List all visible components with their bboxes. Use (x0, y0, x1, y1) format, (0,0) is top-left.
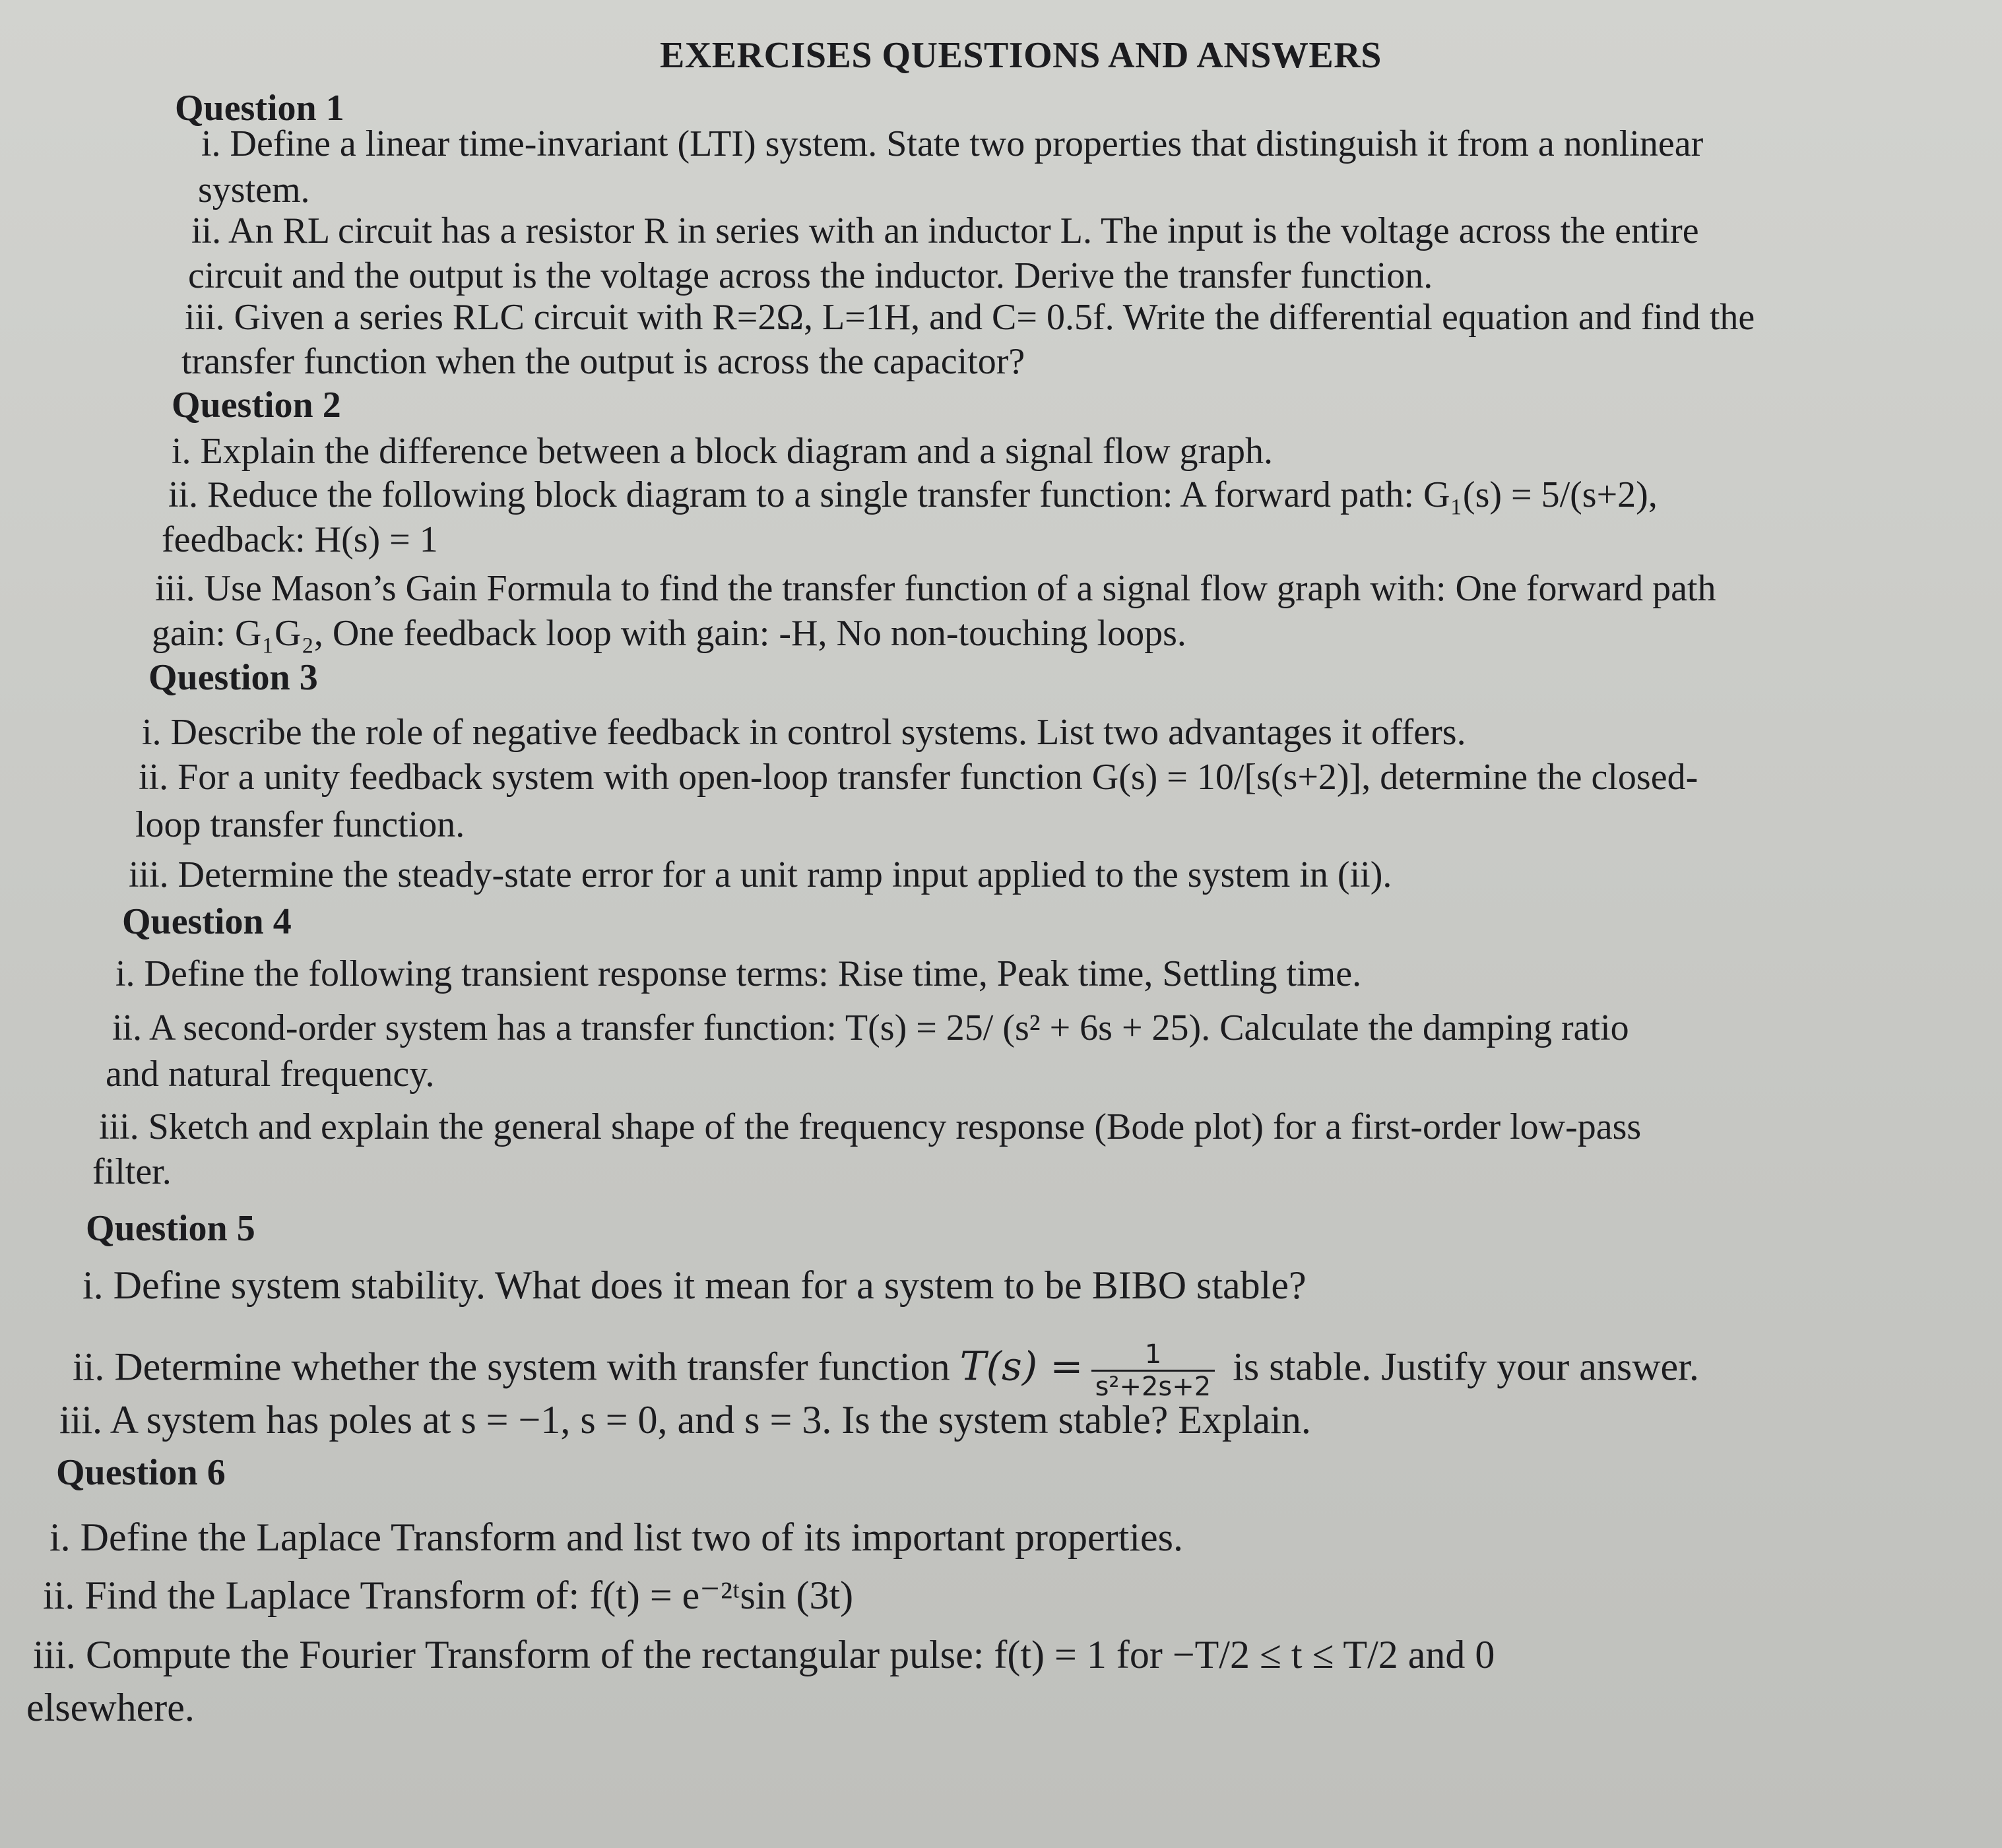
q6-line: elsewhere. (26, 1686, 195, 1729)
q1-line: circuit and the output is the voltage across the inductor. Derive the transfer function. (188, 255, 1433, 296)
q1-line: iii. Given a series RLC circuit with R=2Ω, L=1H, and C= 0.5f. Write the differential equation and find the (185, 297, 1755, 338)
q1-line: transfer function when the output is across the capacitor? (181, 341, 1025, 382)
q2-line: i. Explain the difference between a block diagram and a signal flow graph. (172, 431, 1274, 472)
q5-line-suffix: is stable. Justify your answer. (1223, 1345, 1699, 1389)
q2-line: iii. Use Mason’s Gain Formula to find the transfer function of a signal flow graph with: One forward path (155, 568, 1716, 609)
question-3-heading: Question 3 (148, 657, 318, 698)
q3-line: i. Describe the role of negative feedback in control systems. List two advantages it offers. (142, 712, 1466, 753)
q6-line: ii. Find the Laplace Transform of: f(t) = e⁻²ᵗsin (3t) (43, 1574, 854, 1617)
q3-line: ii. For a unity feedback system with open-loop transfer function G(s) = 10/[s(s+2)], determine the closed- (139, 757, 1698, 798)
page-title: EXERCISES QUESTIONS AND ANSWERS (660, 35, 1382, 76)
q5-function-lhs: T(s) = (959, 1343, 1083, 1390)
q4-line: filter. (92, 1151, 172, 1192)
q2-line: ii. Reduce the following block diagram to a single transfer function: A forward path: G₁(s) = 5/(s+2), (168, 474, 1658, 515)
q1-line: ii. An RL circuit has a resistor R in series with an inductor L. The input is the voltage across the entire (191, 210, 1699, 251)
question-5-heading: Question 5 (86, 1208, 255, 1249)
q6-line: i. Define the Laplace Transform and list two of its important properties. (49, 1515, 1183, 1559)
q4-line: i. Define the following transient response terms: Rise time, Peak time, Settling time. (115, 953, 1362, 994)
q1-line: i. Define a linear time-invariant (LTI) system. State two properties that distinguish it from a nonlinear (201, 123, 1704, 164)
q5-line-prefix: ii. Determine whether the system with transfer function (73, 1345, 960, 1389)
q3-line: loop transfer function. (135, 804, 465, 845)
q5-line: i. Define system stability. What does it mean for a system to be BIBO stable? (82, 1263, 1307, 1307)
q4-line: ii. A second-order system has a transfer function: T(s) = 25/ (s² + 6s + 25). Calculate the damping ratio (112, 1007, 1629, 1048)
question-4-heading: Question 4 (122, 901, 292, 942)
q4-line: and natural frequency. (106, 1054, 435, 1095)
q2-line: gain: G₁G₂, One feedback loop with gain: -H, No non-touching loops. (152, 613, 1186, 654)
q5-fraction (1091, 1339, 1215, 1402)
q5-fraction-numerator: 1 (1091, 1339, 1215, 1372)
question-1-heading: Question 1 (175, 88, 344, 129)
q2-line: feedback: H(s) = 1 (162, 519, 438, 560)
q4-line: iii. Sketch and explain the general shape of the frequency response (Bode plot) for a first-order low-pass (99, 1106, 1642, 1147)
q5-fraction-denominator: s²+2s+2 (1095, 1372, 1211, 1402)
question-2-heading: Question 2 (172, 385, 341, 426)
q5-line-with-fraction (73, 1339, 1699, 1402)
question-6-heading: Question 6 (56, 1452, 226, 1493)
q3-line: iii. Determine the steady-state error for a unit ramp input applied to the system in (ii). (129, 854, 1392, 895)
q5-line: iii. A system has poles at s = −1, s = 0, and s = 3. Is the system stable? Explain. (59, 1398, 1311, 1442)
q1-line: system. (198, 170, 310, 210)
q6-line: iii. Compute the Fourier Transform of the rectangular pulse: f(t) = 1 for −T/2 ≤ t ≤ T/2 and 0 (33, 1633, 1495, 1676)
